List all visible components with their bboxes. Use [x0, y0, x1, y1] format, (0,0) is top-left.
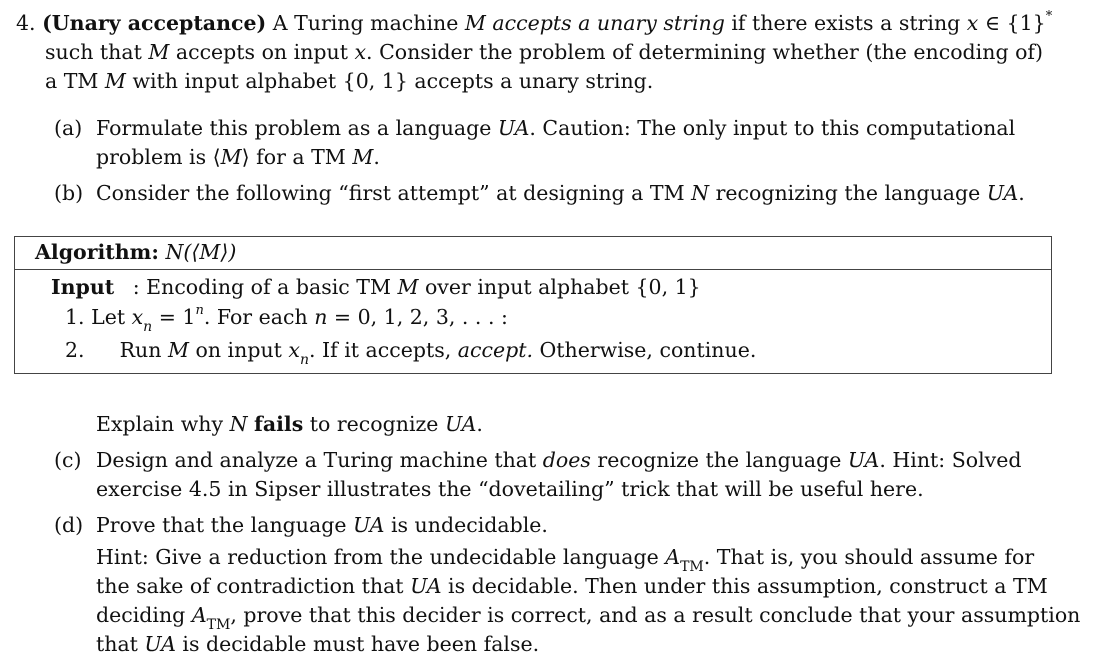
part-c-label: (c) [54, 448, 82, 472]
problem-title: (Unary acceptance) [42, 11, 267, 35]
problem-number: 4. [16, 11, 36, 35]
algorithm-box [14, 236, 1052, 374]
algorithm-step-1: 1. Let $x_n = 1^n$. For each n = 0, 1, 2, 3, . . . : [65, 303, 508, 336]
problem-line-2: such that M accepts on input x. Consider the problem of determining whether (the encoding of) [45, 40, 1044, 64]
part-d-line-3: the sake of contradiction that UA is decidable. Then under this assumption, construct a TM [96, 574, 1048, 598]
part-c-line-1: Design and analyze a Turing machine that does recognize the language UA. Hint: Solved [96, 448, 1022, 472]
part-d-label: (d) [54, 513, 84, 537]
part-a-label: (a) [54, 116, 83, 140]
algorithm-step-2: 2. Run M on input $x_n$. If it accepts, accept. Otherwise, continue. [65, 338, 757, 369]
part-d-line-5: that UA is decidable must have been false. [96, 632, 540, 656]
part-b-explain: Explain why N fails to recognize UA. [96, 412, 483, 436]
part-c-line-2: exercise 4.5 in Sipser illustrates the “dovetailing” trick that will be useful here. [96, 477, 924, 501]
algorithm-title: Algorithm: N(⟨M⟩) [35, 240, 237, 264]
part-a-line-2: problem is ⟨M⟩ for a TM M. [96, 145, 380, 169]
algorithm-input-line: Input : Encoding of a basic TM M over input alphabet {0, 1} [51, 275, 701, 299]
part-b-label: (b) [54, 181, 84, 205]
part-d-line-2: Hint: Give a reduction from the undecidable language $A_{TM}$. That is, you should assume for [96, 545, 1035, 576]
part-a-line-1: Formulate this problem as a language UA. Caution: The only input to this computational [96, 116, 1016, 140]
part-b-line-1: Consider the following “first attempt” at designing a TM N recognizing the language UA. [96, 181, 1025, 205]
algorithm-title-row [15, 237, 1051, 270]
part-d-line-1: Prove that the language UA is undecidable. [96, 513, 548, 537]
problem-line-3: a TM M with input alphabet {0, 1} accepts a unary string. [45, 69, 654, 93]
part-d-line-4: deciding $A_{TM}$, prove that this decider is correct, and as a result conclude that your assumption [96, 603, 1081, 634]
problem-line-1: 4. (Unary acceptance) A Turing machine M accepts a unary string if there exists a string x ∈ {1}* [16, 9, 1053, 35]
algorithm-input-label: Input [51, 275, 115, 299]
